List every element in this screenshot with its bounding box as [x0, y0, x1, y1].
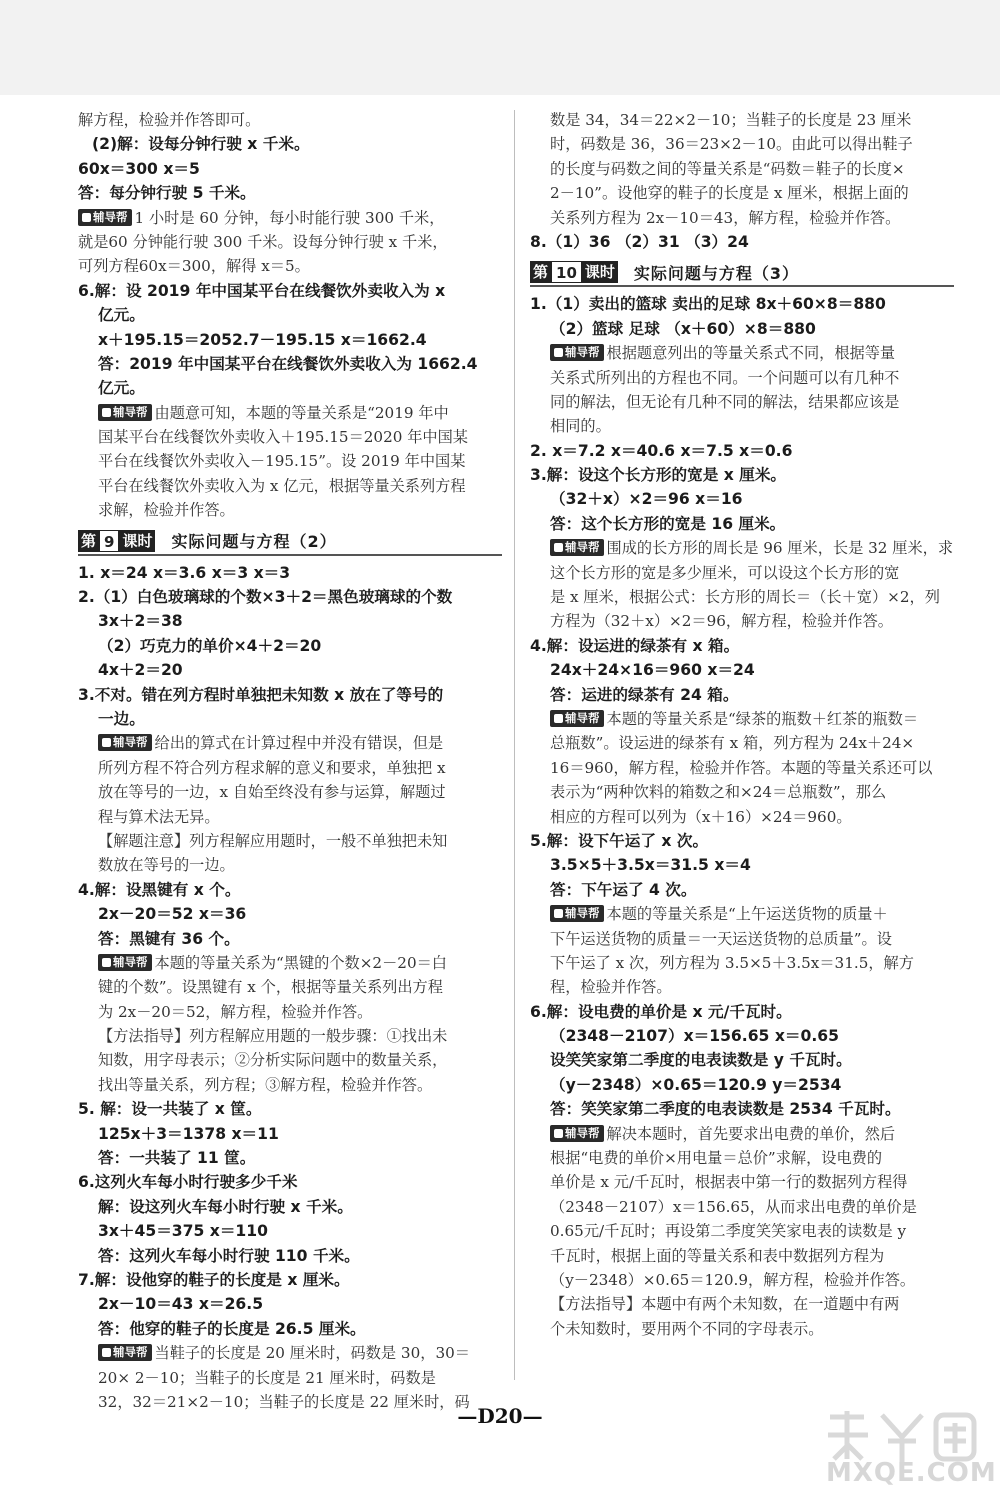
- tutor-help-badge: [550, 344, 604, 361]
- badge-label: 辅导帮: [113, 735, 148, 750]
- text-line: [530, 756, 954, 780]
- text-line: [530, 853, 954, 877]
- line-text: 16＝960，解方程，检验并作答。本题的等量关系还可以: [550, 758, 933, 777]
- line-text: 这个长方形的宽是多少厘米，可以设这个长方形的宽: [550, 563, 900, 582]
- line-text: 答：2019 年中国某平台在线餐饮外卖收入为 1662.4: [98, 354, 478, 373]
- line-text: 答：笑笑家第二季度的电表读数是 2534 千瓦时。: [550, 1100, 901, 1119]
- line-text: 同的解法，但无论有几种不同的解法，结果都应该是: [550, 392, 900, 411]
- line-text: 5. 解：设一共装了 x 筐。: [78, 1100, 262, 1119]
- line-text: 【方法指导】列方程解应用题的一般步骤：①找出未: [98, 1027, 448, 1046]
- watermark-shape: [944, 1423, 966, 1453]
- watermark-shape: [882, 1415, 922, 1463]
- text-line: [530, 1097, 954, 1121]
- text-line: [530, 1170, 954, 1194]
- text-line: [530, 463, 954, 487]
- text-line: [530, 634, 954, 658]
- line-text: 6.解：设电费的单价是 x 元/千瓦时。: [530, 1002, 792, 1021]
- text-line: [78, 181, 502, 205]
- line-text: 可列方程60x＝300，解得 x＝5。: [78, 257, 310, 276]
- line-text: 4.解：设黑键有 x 个。: [78, 880, 241, 899]
- text-line: [78, 902, 502, 926]
- text-line: [530, 780, 954, 804]
- text-line: [530, 1073, 954, 1097]
- line-text: 20× 2－10；当鞋子的长度是 21 厘米时，码数是: [98, 1368, 436, 1387]
- line-text: 根据“电费的单价×用电量＝总价”求解，设电费的: [550, 1149, 883, 1168]
- book-icon: [554, 543, 563, 552]
- line-text: 4x＋2＝20: [98, 661, 183, 680]
- text-line: [530, 414, 954, 438]
- text-line: [78, 425, 502, 449]
- text-line: [78, 132, 502, 156]
- text-line: [530, 1292, 954, 1316]
- line-text: 本题的等量关系是“绿茶的瓶数＋红茶的瓶数＝: [606, 709, 919, 728]
- text-line: [530, 390, 954, 414]
- line-text: 2x－10＝43 x＝26.5: [98, 1295, 264, 1314]
- badge-label: 辅导帮: [565, 906, 600, 921]
- text-line: [78, 1244, 502, 1268]
- watermark-shape: [828, 1411, 868, 1459]
- line-text: 千瓦时，根据上面的等量关系和表中数据列方程为: [550, 1246, 885, 1265]
- text-line: [78, 1146, 502, 1170]
- text-line: [530, 181, 954, 205]
- text-line: [530, 1317, 954, 1341]
- lesson-tag-part: 课时: [582, 261, 618, 283]
- tutor-help-badge: [98, 1344, 152, 1361]
- line-text: 【解题注意】列方程解应用题时，一般不单独把未知: [98, 831, 448, 850]
- lesson-title: 实际问题与方程（3）: [633, 263, 800, 283]
- text-line: [530, 1000, 954, 1024]
- text-line: [78, 1195, 502, 1219]
- line-text: 知数，用字母表示；②分析实际问题中的数量关系，: [98, 1051, 448, 1070]
- line-text: 125x＋3＝1378 x＝11: [98, 1124, 279, 1143]
- line-text: 程与算术法无异。: [98, 807, 220, 826]
- text-line: [530, 512, 954, 536]
- lesson-title: 实际问题与方程（2）: [171, 532, 337, 552]
- line-text: 下午运了 x 次，列方程为 3.5×5＋3.5x＝31.5，解方: [550, 953, 914, 972]
- text-line: [530, 1048, 954, 1072]
- lesson-tag-part: 10: [551, 261, 582, 283]
- text-line: [78, 609, 502, 633]
- line-text: 为 2x－20＝52，解方程，检验并作答。: [98, 1002, 373, 1021]
- line-text: 相应的方程可以列为（x＋16）×24＝960。: [550, 807, 852, 826]
- text-line: [78, 1024, 502, 1048]
- text-line: [78, 108, 502, 132]
- text-line: [530, 536, 954, 560]
- text-line: [530, 585, 954, 609]
- text-line: [530, 366, 954, 390]
- line-text: 答：每分钟行驶 5 千米。: [78, 184, 256, 203]
- line-text: 解：设这列火车每小时行驶 x 千米。: [98, 1197, 353, 1216]
- tutor-help-badge: [98, 954, 152, 971]
- watermark-text: MXQE.COM: [826, 1458, 997, 1488]
- text-line: [78, 780, 502, 804]
- book-icon: [102, 958, 111, 967]
- line-text: （y－2348）×0.65＝120.9 y＝2534: [550, 1075, 842, 1094]
- text-line: [530, 317, 954, 341]
- line-text: 答：下午运了 4 次。: [550, 880, 697, 899]
- line-text: 60x＝300 x＝5: [78, 159, 200, 178]
- line-text: 亿元。: [98, 306, 145, 325]
- line-text: 的长度与码数之间的等量关系是“码数＝鞋子的长度×: [550, 159, 905, 178]
- text-line: [78, 230, 502, 254]
- badge-label: 辅导帮: [565, 540, 600, 555]
- book-icon: [554, 1129, 563, 1138]
- line-text: 答：他穿的鞋子的长度是 26.5 厘米。: [98, 1319, 366, 1338]
- line-text: 数是 34，34＝22×2－10；当鞋子的长度是 23 厘米: [550, 111, 912, 129]
- text-line: [530, 707, 954, 731]
- text-line: [78, 401, 502, 425]
- line-text: 4.解：设运进的绿茶有 x 箱。: [530, 636, 740, 655]
- text-line: [530, 731, 954, 755]
- text-line: [530, 439, 954, 463]
- lesson-tag-part: 第: [78, 530, 99, 552]
- line-text: 方程为（32＋x）×2＝96，解方程，检验并作答。: [550, 612, 893, 631]
- line-text: （2）篮球 足球 （x＋60）×8＝880: [550, 319, 816, 338]
- text-line: [78, 1219, 502, 1243]
- line-text: 亿元。: [98, 379, 145, 398]
- text-line: [530, 487, 954, 511]
- text-line: [78, 1000, 502, 1024]
- text-line: [78, 449, 502, 473]
- line-text: 32，32＝21×2－10；当鞋子的长度是 22 厘米时，码: [98, 1392, 470, 1411]
- tutor-help-badge: [98, 734, 152, 751]
- lesson-tag: [530, 261, 618, 283]
- book-icon: [82, 213, 91, 222]
- text-line: [78, 1048, 502, 1072]
- book-icon: [102, 1348, 111, 1357]
- line-text: 2.（1）白色玻璃球的个数×3＋2＝黑色玻璃球的个数: [78, 588, 453, 607]
- text-line: [78, 303, 502, 327]
- text-line: [530, 1146, 954, 1170]
- text-line: [530, 902, 954, 926]
- line-text: 数放在等号的一边。: [98, 856, 235, 875]
- text-line: [530, 157, 954, 181]
- text-line: [78, 853, 502, 877]
- text-line: [78, 1292, 502, 1316]
- line-text: 5.解：设下午运了 x 次。: [530, 831, 709, 850]
- text-line: [78, 498, 502, 522]
- line-text: 答：这列火车每小时行驶 110 千米。: [98, 1246, 360, 1265]
- text-line: [530, 609, 954, 633]
- tutor-help-badge: [98, 404, 152, 421]
- line-text: 程，检验并作答。: [550, 978, 672, 997]
- text-line: [78, 328, 502, 352]
- lesson-header: [78, 528, 502, 556]
- badge-label: 辅导帮: [565, 345, 600, 360]
- line-text: 解方程，检验并作答即可。: [78, 111, 261, 129]
- book-icon: [554, 909, 563, 918]
- line-text: 24x＋24×16＝960 x＝24: [550, 661, 755, 680]
- text-line: [78, 927, 502, 951]
- line-text: 【方法指导】本题中有两个未知数，在一道题中有两: [550, 1295, 900, 1314]
- text-line: [530, 108, 954, 132]
- line-text: 总瓶数”。设运进的绿茶有 x 箱，列方程为 24x＋24×: [550, 734, 915, 753]
- text-line: [78, 878, 502, 902]
- page-number: —D20—: [457, 1404, 543, 1428]
- line-text: （2）巧克力的单价×4＋2＝20: [98, 636, 322, 655]
- text-line: [530, 132, 954, 156]
- text-line: [530, 658, 954, 682]
- text-line: [78, 1097, 502, 1121]
- line-text: 2. x＝7.2 x＝40.6 x＝7.5 x＝0.6: [530, 441, 793, 460]
- line-text: 单价是 x 元/千瓦时，根据表中第一行的数据列方程得: [550, 1173, 908, 1192]
- text-line: [78, 376, 502, 400]
- text-line: [530, 1024, 954, 1048]
- text-line: [78, 951, 502, 975]
- text-line: [530, 975, 954, 999]
- tutor-help-badge: [78, 209, 132, 226]
- text-line: [78, 975, 502, 999]
- line-text: 国某平台在线餐饮外卖收入＋195.15＝2020 年中国某: [98, 428, 468, 447]
- text-line: [530, 1122, 954, 1146]
- line-text: （y－2348）×0.65＝120.9，解方程，检验并作答。: [550, 1270, 916, 1289]
- text-line: [78, 829, 502, 853]
- line-text: 根据题意列出的等量关系式不同，根据等量: [606, 344, 896, 363]
- text-line: [78, 157, 502, 181]
- text-line: [78, 206, 502, 230]
- text-line: [78, 634, 502, 658]
- line-text: 解决本题时，首先要求出电费的单价，然后: [606, 1124, 896, 1143]
- badge-label: 辅导帮: [113, 1345, 148, 1360]
- text-line: [530, 206, 954, 230]
- text-line: [78, 1268, 502, 1292]
- text-line: [78, 1170, 502, 1194]
- line-text: 答：黑键有 36 个。: [98, 929, 240, 948]
- text-line: [530, 1268, 954, 1292]
- book-icon: [554, 348, 563, 357]
- text-line: [78, 1317, 502, 1341]
- text-line: [78, 279, 502, 303]
- line-text: 下午运送货物的质量＝一天运送货物的总质量”。设: [550, 929, 892, 948]
- left-column: [78, 108, 502, 1414]
- line-text: 关系列方程为 2x－10＝43，解方程，检验并作答。: [550, 208, 901, 227]
- book-icon: [102, 738, 111, 747]
- text-line: [530, 1244, 954, 1268]
- top-margin: [0, 0, 1000, 95]
- line-text: 答：一共装了 11 筐。: [98, 1149, 256, 1168]
- text-line: [78, 805, 502, 829]
- line-text: 找出等量关系，列方程；③解方程，检验并作答。: [98, 1075, 433, 1094]
- lesson-header: [530, 259, 954, 287]
- line-text: 3x＋2＝38: [98, 612, 183, 631]
- lesson-tag: [78, 530, 155, 552]
- text-line: [78, 1341, 502, 1365]
- text-line: [78, 1122, 502, 1146]
- line-text: 3.解：设这个长方形的宽是 x 厘米。: [530, 466, 787, 485]
- line-text: 关系式所列出的方程也不同。一个问题可以有几种不: [550, 368, 900, 387]
- line-text: 答：这个长方形的宽是 16 厘米。: [550, 514, 786, 533]
- text-line: [530, 561, 954, 585]
- line-text: 1.（1）卖出的篮球 卖出的足球 8x＋60×8＝880: [530, 295, 886, 314]
- line-text: 2x－20＝52 x＝36: [98, 905, 247, 924]
- text-line: [530, 927, 954, 951]
- text-line: [530, 829, 954, 853]
- text-line: [530, 1195, 954, 1219]
- text-line: [530, 805, 954, 829]
- text-line: [78, 474, 502, 498]
- line-text: 1 小时是 60 分钟，每小时能行驶 300 千米，: [134, 208, 445, 227]
- line-text: 6.解：设 2019 年中国某平台在线餐饮外卖收入为 x: [78, 281, 446, 300]
- line-text: 相同的。: [550, 417, 611, 436]
- line-text: 表示为“两种饮料的箱数之和×24＝总瓶数”，那么: [550, 783, 887, 802]
- line-text: 0.65元/千瓦时；再设第二季度笑笑家电表的读数是 y: [550, 1222, 907, 1241]
- text-line: [78, 352, 502, 376]
- text-line: [78, 561, 502, 585]
- line-text: 3.5×5＋3.5x＝31.5 x＝4: [550, 856, 751, 875]
- badge-label: 辅导帮: [113, 954, 148, 969]
- badge-label: 辅导帮: [93, 209, 128, 224]
- text-line: [530, 341, 954, 365]
- line-text: 求解，检验并作答。: [98, 501, 235, 520]
- line-text: 个未知数时，要用两个不同的字母表示。: [550, 1319, 824, 1338]
- line-text: 6.这列火车每小时行驶多少千米: [78, 1173, 298, 1192]
- text-line: [530, 1219, 954, 1243]
- line-text: 当鞋子的长度是 20 厘米时，码数是 30，30＝: [154, 1344, 470, 1363]
- column-divider: [514, 110, 515, 1380]
- line-text: 所列方程不符合列方程求解的意义和要求，单独把 x: [98, 758, 446, 777]
- badge-label: 辅导帮: [113, 404, 148, 419]
- book-icon: [102, 408, 111, 417]
- line-text: x＋195.15＝2052.7－195.15 x＝1662.4: [98, 330, 427, 349]
- line-text: 给出的算式在计算过程中并没有错误，但是: [154, 734, 444, 753]
- tutor-help-badge: [550, 905, 604, 922]
- line-text: 3.不对。错在列方程时单独把未知数 x 放在了等号的: [78, 685, 444, 704]
- text-line: [78, 683, 502, 707]
- lesson-tag-part: 第: [530, 261, 551, 283]
- text-line: [78, 585, 502, 609]
- line-text: 是 x 厘米，根据公式：长方形的周长＝（长＋宽）×2，列: [550, 588, 940, 607]
- tutor-help-badge: [550, 710, 604, 727]
- text-line: [530, 230, 954, 254]
- line-text: 放在等号的一边，x 自始至终没有参与运算，解题过: [98, 783, 446, 802]
- badge-label: 辅导帮: [565, 710, 600, 725]
- text-line: [78, 707, 502, 731]
- line-text: 2－10”。设他穿的鞋子的长度是 x 厘米，根据上面的: [550, 184, 909, 203]
- lesson-tag-part: 课时: [119, 530, 155, 552]
- text-line: [78, 658, 502, 682]
- text-line: [530, 683, 954, 707]
- line-text: 答：运进的绿茶有 24 箱。: [550, 685, 739, 704]
- line-text: 就是60 分钟能行驶 300 千米。设每分钟行驶 x 千米，: [78, 232, 448, 251]
- text-line: [78, 1073, 502, 1097]
- line-text: 平台在线餐饮外卖收入为 x 亿元，根据等量关系列方程: [98, 476, 466, 495]
- text-line: [530, 878, 954, 902]
- line-text: 8.（1）36 （2）31 （3）24: [530, 232, 749, 251]
- tutor-help-badge: [550, 1125, 604, 1142]
- text-line: [78, 756, 502, 780]
- line-text: 由题意可知，本题的等量关系是“2019 年中: [154, 403, 449, 422]
- line-text: 一边。: [98, 709, 145, 728]
- text-line: [530, 292, 954, 316]
- line-text: 平台在线餐饮外卖收入－195.15”。设 2019 年中国某: [98, 452, 466, 471]
- badge-label: 辅导帮: [565, 1125, 600, 1140]
- right-column: [530, 108, 954, 1341]
- line-text: 设笑笑家第二季度的电表读数是 y 千瓦时。: [550, 1051, 852, 1070]
- line-text: 1. x＝24 x＝3.6 x＝3 x＝3: [78, 563, 291, 582]
- line-text: 本题的等量关系为“黑键的个数×2－20＝白: [154, 953, 447, 972]
- line-text: 本题的等量关系是“上午运送货物的质量＋: [606, 905, 888, 924]
- line-text: （32＋x）×2＝96 x＝16: [550, 490, 743, 509]
- line-text: 键的个数”。设黑键有 x 个，根据等量关系列出方程: [98, 978, 443, 997]
- line-text: 7.解：设他穿的鞋子的长度是 x 厘米。: [78, 1270, 350, 1289]
- text-line: [530, 951, 954, 975]
- line-text: (2)解：设每分钟行驶 x 千米。: [92, 135, 310, 154]
- text-line: [78, 731, 502, 755]
- text-line: [78, 1366, 502, 1390]
- line-text: 3x＋45＝375 x＝110: [98, 1222, 268, 1241]
- book-icon: [554, 714, 563, 723]
- line-text: 围成的长方形的周长是 96 厘米，长是 32 厘米，求: [606, 539, 954, 558]
- line-text: （2348－2107）x＝156.65，从而求出电费的单价是: [550, 1197, 917, 1216]
- line-text: （2348－2107）x＝156.65 x＝0.65: [550, 1027, 839, 1046]
- line-text: 时，码数是 36，36＝23×2－10。由此可以得出鞋子: [550, 135, 913, 154]
- text-line: [78, 254, 502, 278]
- lesson-tag-part: 9: [99, 530, 119, 552]
- tutor-help-badge: [550, 539, 604, 556]
